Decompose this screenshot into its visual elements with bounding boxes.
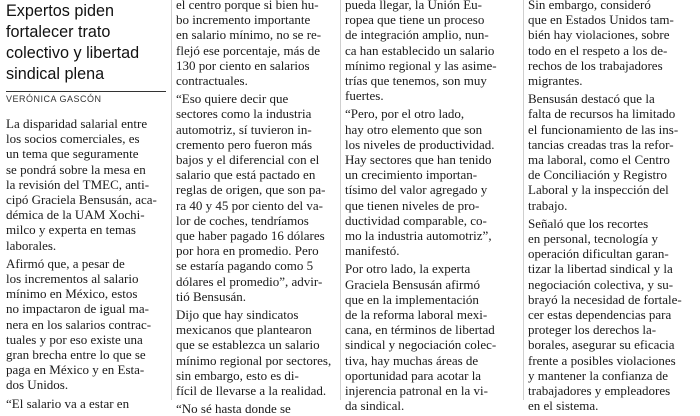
text-line: se estaría pagando como 5 [176, 258, 314, 274]
text-line: frente a posibles violaciones [528, 352, 676, 368]
text-line: Graciela Bensusán afirmó [345, 276, 481, 292]
column-body [345, 0, 519, 413]
text-line: tísimo del valor agregado y [345, 182, 488, 198]
text-line: Hay sectores que han tenido [345, 152, 492, 168]
text-line: en el sistema. [528, 398, 599, 414]
text-line: reglas de origen, que son pa- [176, 182, 326, 198]
text-line: “El salario va a estar en [6, 395, 130, 411]
text-line: de Conciliación y Registro [528, 167, 668, 183]
article-column-2 [176, 0, 336, 416]
column-body [176, 0, 336, 416]
text-line: bién hay violaciones, sobre [528, 27, 670, 43]
text-line: un tema que seguramente [6, 146, 139, 162]
column-rule [523, 0, 524, 400]
text-line: fuertes. [345, 88, 384, 104]
text-line: y mantener la confianza de [528, 367, 669, 383]
text-line: el centro porque si bien hu- [176, 0, 319, 12]
text-line: mexicanos que plantearon [176, 322, 312, 338]
text-line: que en Estados Unidos tam- [528, 12, 674, 28]
column-rule [171, 0, 172, 400]
text-line: cer estas dependencias para [528, 307, 672, 323]
text-line: ra 40 y 45 por ciento del va- [176, 197, 323, 213]
text-line: Dijo que hay sindicatos [176, 307, 299, 323]
text-line: proteger los derechos la- [528, 322, 657, 338]
text-line: ca han establecido un salario [345, 42, 495, 58]
text-line: los incrementos al salario [6, 271, 139, 287]
text-line: dos Unidos. [6, 377, 69, 393]
text-line: ductividad comparable, co- [345, 212, 487, 228]
text-line: fícil de llevarse a la realidad. [176, 383, 327, 399]
text-line: mínimo regional y las asime- [345, 57, 497, 73]
text-line: Bensusán destacó que la [528, 91, 655, 107]
text-line: en personal, tecnología y [528, 231, 658, 247]
text-line: se pondrá sobre la mesa en [6, 161, 146, 177]
text-line: nera en los salarios contrac- [6, 316, 152, 332]
text-line: pueda llegar, la Unión Eu- [345, 0, 483, 12]
text-line: gran brecha entre lo que se [6, 347, 146, 363]
text-line: dólares el promedio”, advir- [176, 273, 323, 289]
text-line: la revisión del TMEC, anti- [6, 176, 150, 192]
text-line: La disparidad salarial entre [6, 116, 148, 131]
text-line: tiva, hay muchas áreas de [345, 352, 479, 368]
text-line: en salario mínimo, no se re- [176, 27, 322, 43]
text-line: brayó la necesidad de fortale- [528, 291, 682, 307]
text-line: oportunidad para acotar la [345, 367, 482, 383]
text-line: sindical y negociación colec- [345, 337, 497, 353]
text-line: contractuales. [176, 73, 248, 89]
text-line: que haber pagado 16 dólares [176, 228, 325, 244]
text-line: no impactaron de igual ma- [6, 301, 149, 317]
text-line: Por otro lado, la experta [345, 261, 471, 277]
text-line: Sin embargo, consideró [528, 0, 651, 12]
article-headline [6, 0, 166, 85]
text-line: que en la implementación [345, 291, 479, 307]
text-line: salario que está pactado en [176, 167, 316, 183]
text-line: Laboral y la inspección del [528, 182, 669, 198]
text-line: el funcionamiento de las ins- [528, 121, 679, 137]
text-line: milco y experta en temas [6, 222, 136, 238]
text-line: tancias creadas tras la refor- [528, 136, 674, 152]
text-line: flejó ese porcentaje, más de [176, 42, 321, 58]
text-line: lor de coches, tendríamos [176, 212, 309, 228]
text-line: todo en el respeto a los de- [528, 42, 668, 58]
text-line: falta de recursos ha limitado [528, 106, 676, 122]
headline-line: sindical plena [6, 65, 105, 83]
article-column-3 [345, 0, 519, 414]
text-line: ma laboral, como el Centro [528, 152, 670, 168]
text-line: hay otro elemento que son [345, 121, 483, 137]
text-line: 130 por ciento en salarios [176, 57, 310, 73]
text-line: mínimo regional por sectores, [176, 352, 332, 368]
text-line: tizar la libertad sindical y la [528, 261, 673, 277]
text-line: Afirmó que, a pesar de [6, 255, 125, 271]
text-line: bo incremento importante [176, 12, 311, 28]
text-line: tuales y por eso existe una [6, 331, 143, 347]
text-line: trabajo. [528, 197, 568, 213]
text-line: injerencia patronal en la vi- [345, 383, 488, 399]
text-line: “No sé hasta donde se [176, 401, 291, 416]
text-line: Señaló que los recortes [528, 215, 649, 231]
text-line: que se establezca un salario [176, 337, 320, 353]
text-line: sectores como la industria [176, 106, 312, 122]
text-line: laborales. [6, 237, 57, 253]
text-line: tió Bensusán. [176, 288, 247, 304]
text-line: sin embargo, esto es di- [176, 367, 299, 383]
text-line: cipó Graciela Bensusán, aca- [6, 192, 157, 208]
column-body [528, 0, 694, 413]
text-line: démica de la UAM Xochi- [6, 207, 145, 223]
text-line: negociación colectiva, y su- [528, 276, 674, 292]
article-column-4 [528, 0, 694, 414]
headline-line: fortalecer trato [6, 23, 111, 41]
text-line: cana, en términos de libertad [345, 322, 495, 338]
text-line: los socios comerciales, es [6, 131, 140, 147]
text-line: rechos de los trabajadores [528, 57, 663, 73]
column-body [6, 116, 166, 411]
headline-line: Expertos piden [6, 2, 114, 20]
text-line: un crecimiento importan- [345, 167, 478, 183]
text-line: automotriz, sí tuvieron in- [176, 121, 312, 137]
text-line: por hora en promedio. Pero [176, 243, 319, 259]
text-line: mo la industria automotriz”, [345, 228, 492, 244]
text-line: trabajadores y empleadores [528, 383, 671, 399]
column-rule [340, 0, 341, 400]
text-line: bajos y el diferencial con el [176, 152, 320, 168]
headline-line: colectivo y libertad [6, 44, 140, 62]
article-column-1 [6, 0, 166, 411]
text-line: migrantes. [528, 73, 583, 89]
text-line: de la reforma laboral mexi- [345, 307, 488, 323]
text-line: “Pero, por el otro lado, [345, 106, 465, 122]
text-line: los niveles de productividad. [345, 136, 495, 152]
text-line: borales, asegurar su eficacia [528, 337, 675, 353]
author-byline: VERÓNICA GASCÓN [6, 91, 166, 107]
text-line: mínimo en México, estos [6, 286, 138, 302]
text-line: da sindical. [345, 398, 405, 414]
text-line: cremento pero fueron más [176, 136, 313, 152]
text-line: de integración amplio, nun- [345, 27, 489, 43]
text-line: ropea que tiene un proceso [345, 12, 485, 28]
text-line: trías que tenemos, son muy [345, 73, 487, 89]
text-line: paga en México y en Esta- [6, 362, 145, 378]
text-line: operación dificultan garan- [528, 246, 669, 262]
text-line: que tienen niveles de pro- [345, 197, 480, 213]
text-line: “Eso quiere decir que [176, 91, 289, 107]
text-line: manifestó. [345, 243, 400, 259]
